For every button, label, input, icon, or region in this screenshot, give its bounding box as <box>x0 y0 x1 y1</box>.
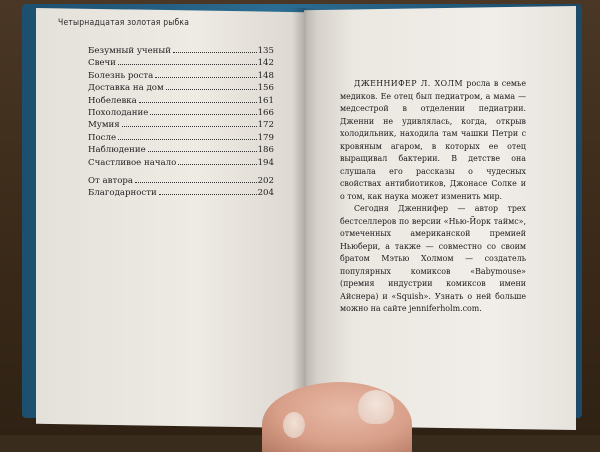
toc-leader-dots <box>150 113 256 115</box>
toc-entry <box>88 96 274 108</box>
bio-paragraph-2: Сегодня Дженнифер — автор трех бестселлеров по версии «Нью-Йорк таймс», отмеченных американской премией Ньюбери, а также — совместно со своим братом Мэтью Холмом — создатель популярных комиксов «Babymouse» (премия индустрии комиксов имени Айснера) и «Squish». Узнать о ней больше можно на сайте jenniferholm.com. <box>340 204 526 313</box>
bio-paragraph-1-text: росла в семье медиков. Ее отец был педиатром, а мама — медсестрой в отделении педиатрии. Дженни не удивлялась, когда, открыв холодильник, находила там чашки Петри с кровяным агаром, в которых ее отец выращивал бактерии. В детстве она слушала его рассказы о чудесных свойствах антибиотиков, Джонасе Солке и о том, как наука может изменить мир. <box>340 79 526 201</box>
toc-leader-dots <box>155 76 256 78</box>
toc-entry-page: 166 <box>257 107 274 118</box>
toc-entry-title: Благодарности <box>88 188 157 199</box>
toc-leader-dots <box>139 101 257 103</box>
toc-entry-page: 142 <box>257 58 274 69</box>
toc-entry <box>88 188 274 200</box>
toc-entry <box>88 58 274 70</box>
toc-leader-dots <box>173 51 257 53</box>
toc-entry <box>88 120 274 132</box>
running-head: Четырнадцатая золотая рыбка <box>58 18 190 28</box>
toc-entry-page: 172 <box>257 120 274 131</box>
toc-entry-title: Нобелевка <box>88 95 137 106</box>
toc-leader-dots <box>159 193 257 195</box>
toc-entry <box>88 145 274 157</box>
toc-entry-page: 202 <box>257 175 274 186</box>
toc-leader-dots <box>118 63 257 65</box>
toc-entry-title: От автора <box>88 175 134 186</box>
finger <box>283 412 305 438</box>
toc-entry-title: Наблюдение <box>88 145 146 156</box>
toc-entry <box>88 83 274 95</box>
toc-leader-dots <box>148 150 257 152</box>
author-name: ДЖЕННИФЕР Л. ХОЛМ <box>354 79 463 88</box>
toc-entry-title: Свечи <box>88 58 116 69</box>
toc-entry-title: Болезнь роста <box>88 70 154 81</box>
toc-entry-title: Похолодание <box>88 107 149 118</box>
thumb <box>358 390 394 424</box>
toc-entry-title: Мумия <box>88 120 120 131</box>
toc-entry-page: 179 <box>257 132 274 143</box>
bio-paragraph-1 <box>340 78 526 203</box>
toc-entry <box>88 108 274 120</box>
toc-entry-page: 135 <box>257 46 274 56</box>
toc-entry-title: Доставка на дом <box>88 83 164 94</box>
book-spine-shadow <box>292 8 318 428</box>
toc-entry <box>88 46 274 58</box>
toc-entry-page: 156 <box>257 83 274 94</box>
toc-leader-dots <box>178 163 256 165</box>
toc-entry-page: 148 <box>257 70 274 81</box>
toc-entry-page: 194 <box>257 157 274 168</box>
toc-entry <box>88 176 274 188</box>
toc-leader-dots <box>166 88 257 90</box>
toc-entry-title: После <box>88 132 117 143</box>
toc-entry-page: 204 <box>257 188 274 199</box>
toc-entry-title: Безумный ученый <box>88 46 171 56</box>
toc-entry <box>88 71 274 83</box>
toc-entry-page: 161 <box>257 95 274 106</box>
table-of-contents <box>88 46 274 201</box>
toc-leader-dots <box>122 125 257 127</box>
toc-entry-page: 186 <box>257 145 274 156</box>
toc-entry <box>88 158 274 170</box>
toc-leader-dots <box>118 138 257 140</box>
toc-entry-title: Счастливое начало <box>88 157 177 168</box>
toc-entry <box>88 133 274 145</box>
toc-leader-dots <box>135 181 257 183</box>
author-bio <box>340 78 526 316</box>
